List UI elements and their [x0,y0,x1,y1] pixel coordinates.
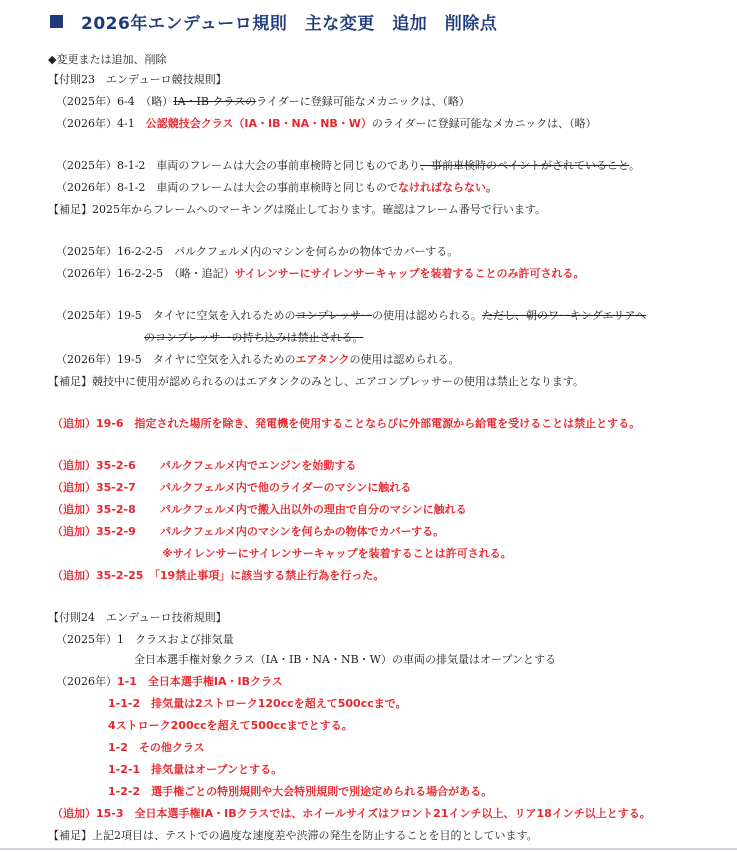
s2-line-3 [56,674,283,690]
s1-line-7-added: サイレンサーにサイレンサーキャップを装着することのみ許可される。 [234,267,585,280]
s1-line-4 [56,180,497,196]
s2-line-5: 4ストローク200ccを超えて500ccまでとする。 [108,719,353,732]
s2-line-3-a: （2026年） [56,675,117,688]
s1-line-3-a: （2025年）8-1-2 車両のフレームは大会の事前車検時と同じものであり [56,159,420,172]
s1-line-9-deleted: のコンプレッサーの持ち込みは禁止される。 [144,331,364,344]
s1-add-35-2-9-code: （追加）35-2-9 [52,525,136,538]
s1-add-35-2-8-text: パルクフェルメ内で搬入出以外の理由で自分のマシンに触れる [160,503,467,516]
s1-line-10-added: エアタンク [295,353,350,366]
s1-line-8-deleted-1: コンプレッサー [295,309,372,322]
s1-line-8-a: （2025年）19-5 タイヤに空気を入れるための [56,309,296,322]
s1-note-frame: 【補足】2025年からフレームへのマーキングは廃止しております。確認はフレーム番号で行います。 [48,203,547,216]
s1-add-35-2-9-text: パルクフェルメ内のマシンを何らかの物体でカバーする。 [160,525,445,538]
s1-line-10-a: （2026年）19-5 タイヤに空気を入れるための [56,353,296,366]
s1-line-8 [56,308,646,324]
s1-add-35-2-8-code: （追加）35-2-8 [52,503,136,516]
s1-add-35-2-6-code: （追加）35-2-6 [52,459,136,472]
s2-line-6: 1-2 その他クラス [108,741,205,754]
s1-line-1-a: （2025年）6-4 （略） [56,95,174,108]
s1-silencer-note: ※サイレンサーにサイレンサーキャップを装着することは許可される。 [162,547,512,560]
s1-line-10-c: の使用は認められる。 [349,353,460,366]
title-row [50,8,497,34]
s2-line-8: 1-2-2 選手権ごとの特別規則や大会特別規則で別途定められる場合がある。 [108,785,493,798]
s1-line-3 [56,158,640,174]
s1-line-2-a: （2026年）4-1 [56,117,146,130]
s2-line-7: 1-2-1 排気量はオープンとする。 [108,763,283,776]
s1-line-7-a: （2026年）16-2-2-5 （略・追記） [56,267,235,280]
s1-line-3-c: 。 [628,159,640,172]
s2-line-2: 全日本選手権対象クラス（IA・IB・NA・NB・W）の車両の排気量はオープンとする [134,653,556,666]
s2-note-final: 【補足】上記2項目は、テストでの過度な速度差や渋滞の発生を防止することを目的としています。 [48,829,538,842]
s2-line-1: （2025年）1 クラスおよび排気量 [56,633,234,646]
bottom-rule [0,848,737,850]
s2-line-9: （追加）15-3 全日本選手権IA・IBクラスでは、ホイールサイズはフロント21インチ以上、リア18インチ以上とする。 [52,807,651,820]
s1-line-4-added: なければならない。 [397,181,497,194]
s1-line-2-c: のライダーに登録可能なメカニックは、（略） [371,117,597,130]
s2-line-3-added: 1-1 全日本選手権IA・IBクラス [117,675,283,688]
s1-line-1-deleted: IA・IB クラスの [173,95,257,108]
s1-line-4-a: （2026年）8-1-2 車両のフレームは大会の事前車検時と同じもので [56,181,398,194]
s2-line-4: 1-1-2 排気量は2ストローク120ccを超えて500ccまで。 [108,697,407,710]
s1-add-35-2-7-code: （追加）35-2-7 [52,481,136,494]
s1-note-air: 【補足】競技中に使用が認められるのはエアタンクのみとし、エアコンプレッサーの使用は禁止となります。 [48,375,585,388]
s1-line-1 [56,94,470,110]
s1-add-19-6: （追加）19-6 指定された場所を除き、発電機を使用することならびに外部電源から給電を受けることは禁止とする。 [52,417,641,430]
s1-line-8-c: の使用は認められる。 [371,309,482,322]
s1-add-35-2-25: （追加）35-2-25 「19禁止事項」に該当する禁止行為を行った。 [52,569,385,582]
section-heading: ◆変更または追加、削除 [48,53,167,66]
s1-line-2 [56,116,597,132]
s1-line-3-deleted: 、事前車検時のペイントがされていること [419,159,629,172]
s1-line-2-added: 公認競技会クラス（IA・IB・NA・NB・W） [145,117,372,130]
title-square-icon [50,15,63,28]
s1-add-35-2-6-text: パルクフェルメ内でエンジンを始動する [160,459,357,472]
s1-line-10 [56,352,460,368]
s1-line-7 [56,266,585,282]
s2-header: 【付則24 エンデューロ技術規則】 [48,611,227,624]
s1-add-35-2-7-text: パルクフェルメ内で他のライダーのマシンに触れる [160,481,412,494]
s1-line-8-deleted-2: ただし、朝のワーキングエリアへ [481,309,647,322]
s1-line-1-c: ライダーに登録可能なメカニックは、（略） [256,95,470,108]
s1-header: 【付則23 エンデューロ競技規則】 [48,73,227,86]
page-title: 2026年エンデューロ規則 主な変更 追加 削除点 [81,13,498,34]
s1-line-6: （2025年）16-2-2-5 パルクフェルメ内のマシンを何らかの物体でカバーする。 [56,245,459,258]
